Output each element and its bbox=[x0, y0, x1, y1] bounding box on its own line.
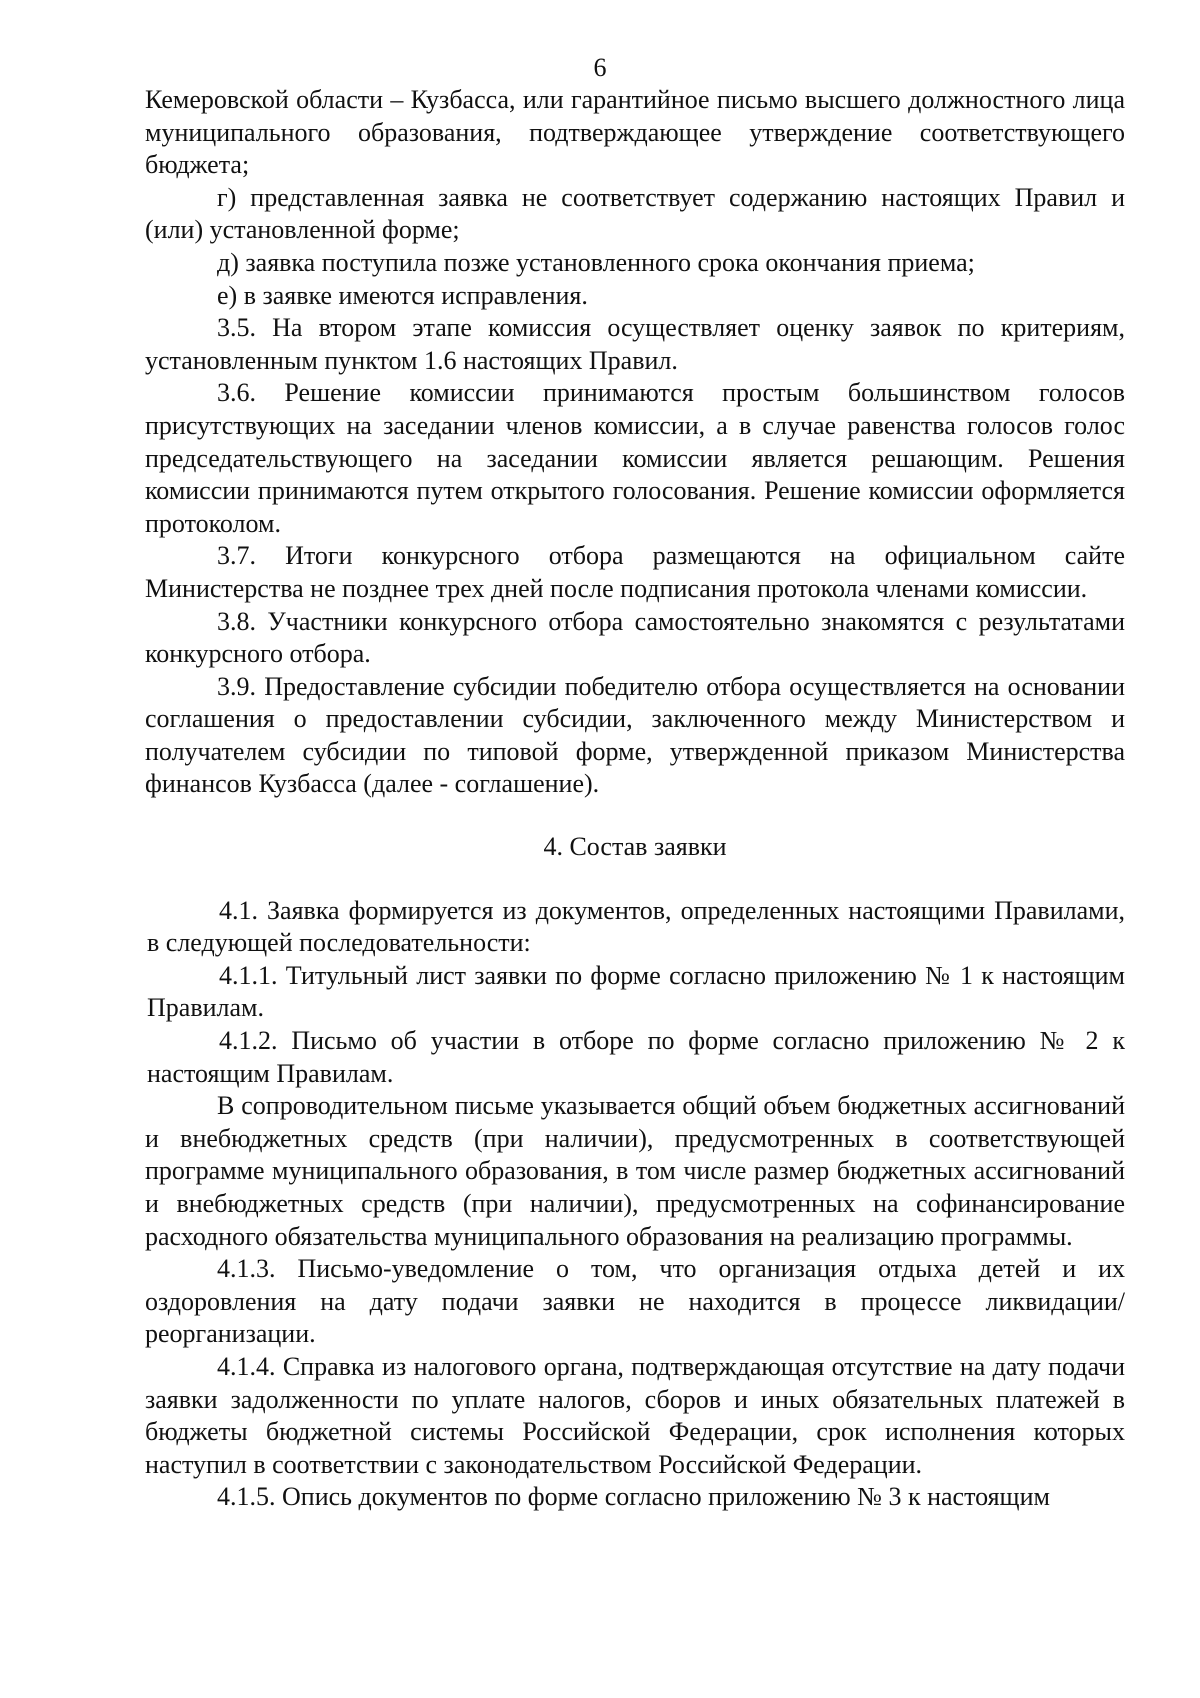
document-body bbox=[145, 84, 1125, 1514]
paragraph: 3.9. Предоставление субсидии победителю отбора осуществляется на основании соглашения о предоставлении субсидии, заключенного между Министерством и получателем субсидии по типовой форме, утвержденной приказом Министерства финансов Кузбасса (далее - соглашение). bbox=[145, 671, 1125, 799]
paragraph: 4.1.4. Справка из налогового органа, подтверждающая отсутствие на дату подачи заявки задолженности по уплате налогов, сборов и иных обязательных платежей в бюджеты бюджетной системы Российской Федерации, срок исполнения которых наступил в соответствии с законодательством Российской Федерации. bbox=[145, 1351, 1125, 1479]
paragraph: 4.1.3. Письмо-уведомление о том, что организация отдыха детей и их оздоровления на дату подачи заявки не находится в процессе ликвидации/реорганизации. bbox=[145, 1254, 1125, 1349]
paragraph: 3.7. Итоги конкурсного отбора размещаются на официальном сайте Министерства не позднее трех дней после подписания протокола членами комиссии. bbox=[145, 541, 1125, 603]
paragraph: е) в заявке имеются исправления. bbox=[217, 280, 588, 310]
paragraph: 4.1. Заявка формируется из документов, определенных настоящими Правилами, в следующей последовательности: bbox=[147, 895, 1125, 958]
section-3-continuation bbox=[145, 84, 1125, 801]
paragraph: г) представленная заявка не соответствует содержанию настоящих Правил и (или) установленной форме; bbox=[145, 182, 1125, 245]
page-number: 6 bbox=[593, 53, 607, 82]
paragraph: 3.5. На втором этапе комиссия осуществляет оценку заявок по критериям, установленным пунктом 1.6 настоящих Правил. bbox=[145, 313, 1125, 375]
paragraph: 4.1.5. Опись документов по форме согласно приложению № 3 к настоящим bbox=[217, 1482, 1050, 1512]
section-4-body bbox=[145, 895, 1125, 1514]
paragraph: 3.6. Решение комиссии принимаются простым большинством голосов присутствующих на заседании членов комиссии, а в случае равенства голосов голос председательствующего на заседании комиссии является решающим. Решения комиссии принимаются путем открытого голосования. Решение комиссии оформляется протоколом. bbox=[145, 378, 1125, 538]
paragraph: 4.1.1. Титульный лист заявки по форме согласно приложению № 1 к настоящим Правилам. bbox=[147, 960, 1125, 1023]
paragraph: Кемеровской области – Кузбасса, или гарантийное письмо высшего должностного лица муниципального образования, подтверждающее утверждение соответствующего бюджета; bbox=[145, 85, 1125, 180]
paragraph: 3.8. Участники конкурсного отбора самостоятельно знакомятся с результатами конкурсного отбора. bbox=[145, 606, 1125, 669]
paragraph: д) заявка поступила позже установленного срока окончания приема; bbox=[217, 247, 975, 277]
paragraph: 4.1.2. Письмо об участии в отборе по форме согласно приложению № 2 к настоящим Правилам. bbox=[147, 1026, 1125, 1088]
paragraph: В сопроводительном письме указывается общий объем бюджетных ассигнований и внебюджетных средств (при наличии), предусмотренных в соответствующей программе муниципального образования, в том числе размер бюджетных ассигнований и внебюджетных средств (при наличии), предусмотренных на софинансирование расходного обязательства муниципального образования на реализацию программы. bbox=[145, 1091, 1125, 1251]
section-heading: 4. Состав заявки bbox=[543, 832, 727, 862]
